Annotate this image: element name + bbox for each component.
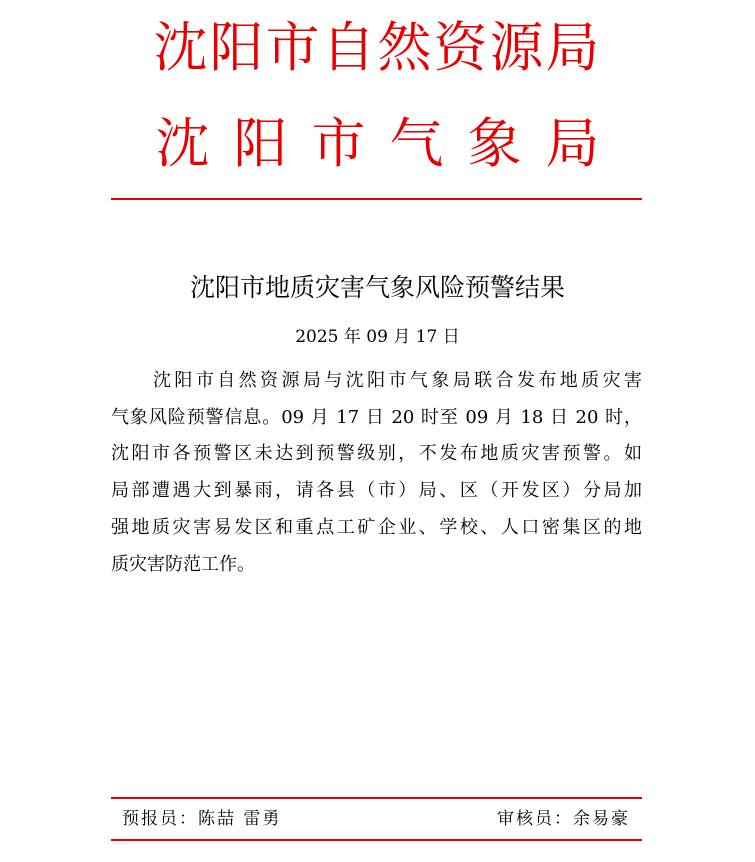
body-line: 气象风险预警信息。09 月 17 日 20 时至 09 月 18 日 20 时， xyxy=(111,406,642,428)
agency-name-natural-resources: 沈阳市自然资源局 xyxy=(153,16,602,79)
forecaster-credit: 预报员：陈喆 雷勇 xyxy=(122,809,282,829)
agency-name-meteorological: 沈阳市气象局 xyxy=(155,112,624,175)
document-title: 沈阳市地质灾害气象风险预警结果 xyxy=(189,273,565,302)
footer-divider-bottom xyxy=(111,839,642,841)
header-divider xyxy=(111,198,642,200)
document-date: 2025 年 09 月 17 日 xyxy=(295,327,460,347)
reviewer-credit: 审核员：余易豪 xyxy=(497,809,630,829)
document-body xyxy=(111,363,642,583)
footer-divider-top xyxy=(111,797,642,799)
body-line: 沈阳市自然资源局与沈阳市气象局联合发布地质灾害 xyxy=(153,370,642,391)
body-line: 强地质灾害易发区和重点工矿企业、学校、人口密集区的地 xyxy=(111,516,642,538)
body-line: 质灾害防范工作。 xyxy=(111,553,255,575)
document-footer xyxy=(122,803,630,835)
body-line: 沈阳市各预警区未达到预警级别，不发布地质灾害预警。如 xyxy=(111,443,642,465)
body-line: 局部遭遇大到暴雨，请各县（市）局、区（开发区）分局加 xyxy=(111,480,642,502)
